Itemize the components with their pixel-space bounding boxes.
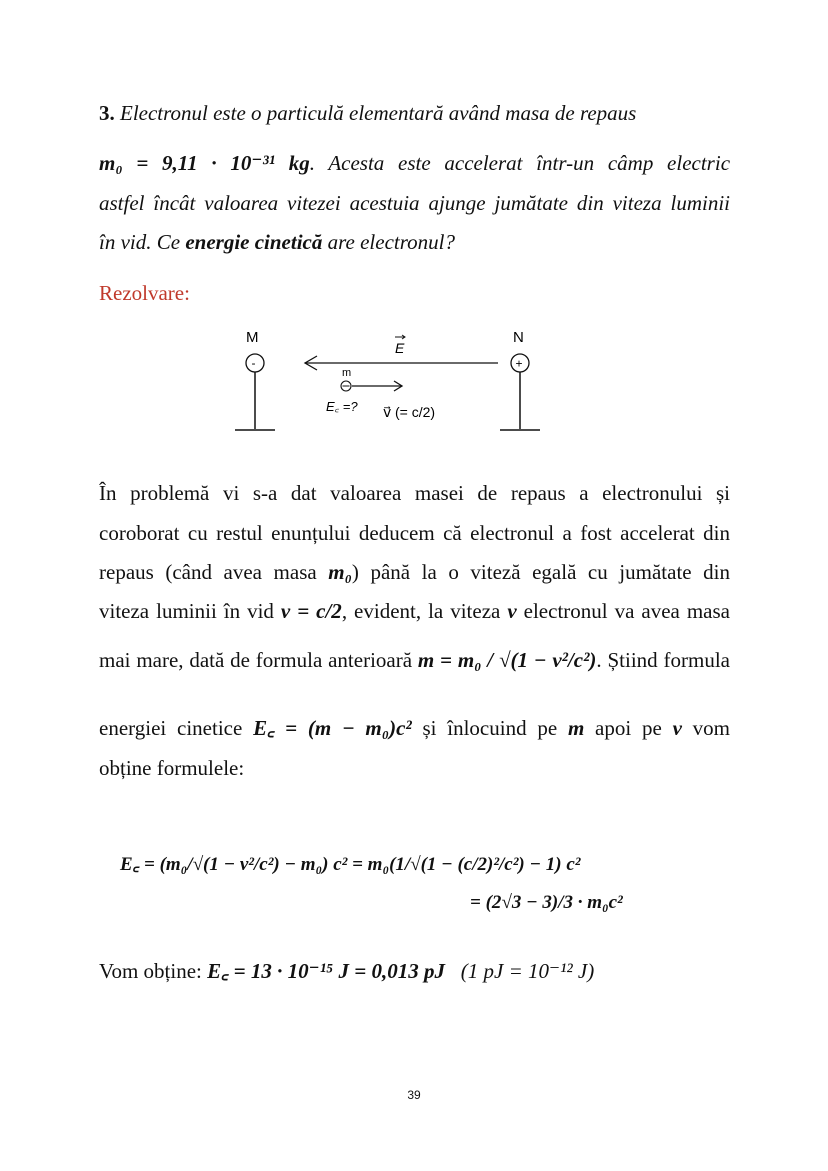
kinetic-energy-derivation [120, 855, 580, 874]
problem-statement-line-3: astfel încât valoarea vitezei acestuia ajunge jumătate din viteza luminii [99, 191, 730, 215]
velocity-expression: v = c/2 [280, 599, 342, 623]
body-text-6d: vom [681, 716, 730, 740]
result-value: E꜀ = 13 · 10⁻¹⁵ J = 0,013 pJ [207, 959, 446, 983]
velocity-symbol: v [507, 599, 517, 623]
plate-n-label: N [513, 329, 524, 346]
page-number: 39 [407, 1088, 421, 1102]
equation-lhs: E꜀ = [120, 854, 155, 875]
mass-symbol: m [567, 716, 585, 740]
problem-text-4b: are electronul? [322, 230, 455, 254]
body-text-5b: . Știind formula [596, 648, 730, 672]
kinetic-energy-unknown: E꜀ =? [326, 399, 358, 414]
particle-label: m [342, 367, 352, 379]
body-line-6 [99, 718, 730, 739]
unit-note: (1 pJ = 10⁻¹² J) [460, 959, 595, 983]
velocity-label: v⃗ [383, 404, 392, 420]
body-text-4a: viteza luminii în vid [99, 599, 281, 623]
field-label: E [395, 340, 405, 356]
plate-m-label: M [246, 329, 259, 346]
kinetic-energy-keyword: energie cinetică [185, 230, 323, 254]
body-line-2: coroborat cu restul enunțului deducem că electronul a fost accelerat din [99, 521, 730, 545]
body-line-3 [99, 562, 730, 583]
equation-part-1: (m₀/√(1 − v²/c²) − m₀) c² [159, 854, 348, 875]
problem-text-1: Electronul este o particulă elementară având masa de repaus [120, 101, 637, 125]
body-text-6b: și înlocuind pe [411, 716, 568, 740]
body-text-6a: energiei cinetice [99, 716, 254, 740]
rest-mass-symbol: m₀ [328, 560, 352, 584]
field-diagram [225, 325, 555, 440]
problem-statement-line-4 [99, 232, 455, 253]
rest-mass-value: m₀ = 9,11 · 10⁻³¹ kg [99, 151, 310, 175]
body-line-4 [99, 601, 730, 622]
body-text-3a: repaus (când avea masa [99, 560, 329, 584]
result-prefix: Vom obține: [99, 959, 208, 983]
problem-number: 3. [99, 101, 115, 125]
body-line-7: obține formulele: [99, 756, 245, 780]
kinetic-energy-result-expression [470, 893, 623, 912]
body-text-3b: ) până la o viteză egală cu jumătate din [351, 560, 730, 584]
equation-part-2: = m₀(1/√(1 − (c/2)²/c²) − 1) c² [352, 854, 581, 875]
problem-statement-line-1 [99, 103, 636, 124]
relativistic-mass-formula: m = m₀ / √(1 − v²/c²) [417, 648, 597, 672]
result-line [99, 961, 594, 982]
positive-sign: + [515, 356, 523, 371]
body-text-4c: electronul va avea masa [516, 599, 730, 623]
solution-label: Rezolvare: [99, 281, 190, 305]
kinetic-energy-formula: E꜀ = (m − m₀)c² [253, 716, 412, 740]
body-line-5 [99, 650, 730, 671]
body-text-6c: apoi pe [584, 716, 673, 740]
velocity-value: (= c/2) [395, 404, 436, 420]
problem-text-2: . Acesta este accelerat într-un câmp electric [309, 151, 731, 175]
problem-statement-line-2 [99, 153, 730, 174]
body-text-4b: , evident, la viteza [341, 599, 508, 623]
negative-sign: - [251, 356, 256, 370]
equation-part-3: = (2√3 − 3)/3 · m₀c² [470, 892, 623, 913]
body-line-1: În problemă vi s-a dat valoarea masei de repaus a electronului și [99, 481, 730, 505]
problem-text-4a: în vid. Ce [99, 230, 186, 254]
body-text-5a: mai mare, dată de formula anterioară [99, 648, 418, 672]
velocity-symbol-2: v [672, 716, 682, 740]
